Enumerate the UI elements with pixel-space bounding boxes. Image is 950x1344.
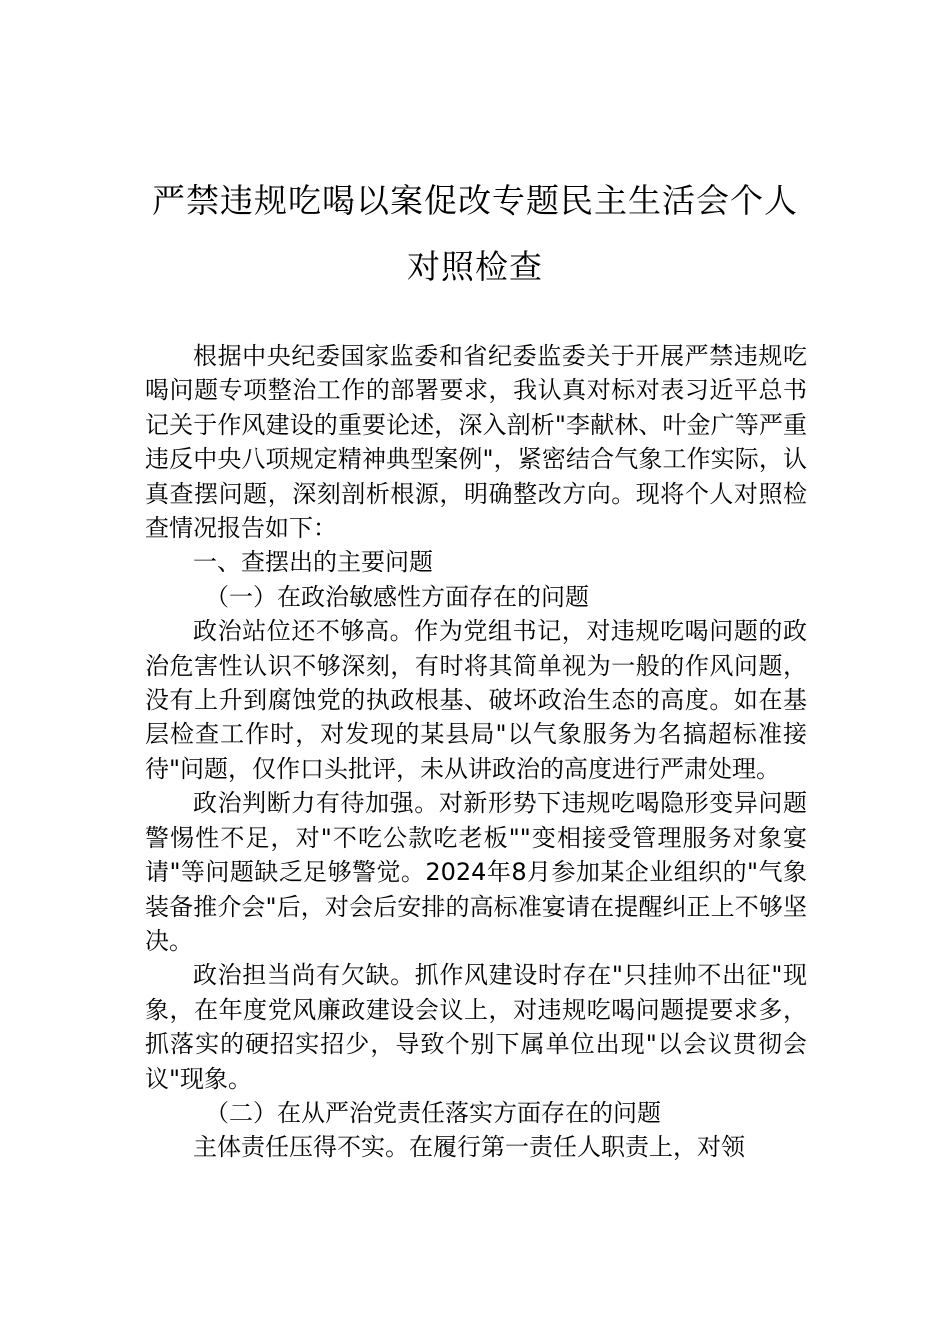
body-paragraph: 政治担当尚有欠缺。抓作风建设时存在"只挂帅不出征"现象，在年度党风廉政建设会议上，对违规吃喝问题提要求多，抓落实的硬招实招少，导致个别下属单位出现"以会议贯彻会议"现象。 (145, 961, 807, 1093)
subsection-heading: （二）在从严治党责任落实方面存在的问题 (205, 1098, 661, 1127)
section-heading: 一、查摆出的主要问题 (193, 548, 433, 577)
body-paragraph: 政治判断力有待加强。对新形势下违规吃喝隐形变异问题警惕性不足，对"不吃公款吃老板""变相接受管理服务对象宴请"等问题缺乏足够警觉。2024年8月参加某企业组织的"气象装备推介会"后，对会后安排的高标准宴请在提醒纠正上不够坚决。 (145, 789, 807, 955)
document-body (145, 339, 807, 1165)
document-title: 严禁违规吃喝以案促改专题民主生活会个人对照检查 (152, 181, 798, 286)
body-paragraph: 主体责任压得不实。在履行第一责任人职责上，对领 (193, 1133, 745, 1162)
subsection-heading: （一）在政治敏感性方面存在的问题 (205, 582, 589, 611)
body-paragraph: 政治站位还不够高。作为党组书记，对违规吃喝问题的政治危害性认识不够深刻，有时将其简单视为一般的作风问题，没有上升到腐蚀党的执政根基、破坏政治生态的高度。如在基层检查工作时，对发现的某县局"以气象服务为名搞超标准接待"问题，仅作口头批评，未从讲政治的高度进行严肃处理。 (145, 617, 807, 783)
intro-paragraph: 根据中央纪委国家监委和省纪委监委关于开展严禁违规吃喝问题专项整治工作的部署要求，我认真对标对表习近平总书记关于作风建设的重要论述，深入剖析"李献林、叶金广等严重违反中央八项规定精神典型案例"，紧密结合气象工作实际，认真查摆问题，深刻剖析根源，明确整改方向。现将个人对照检查情况报告如下： (145, 342, 807, 543)
